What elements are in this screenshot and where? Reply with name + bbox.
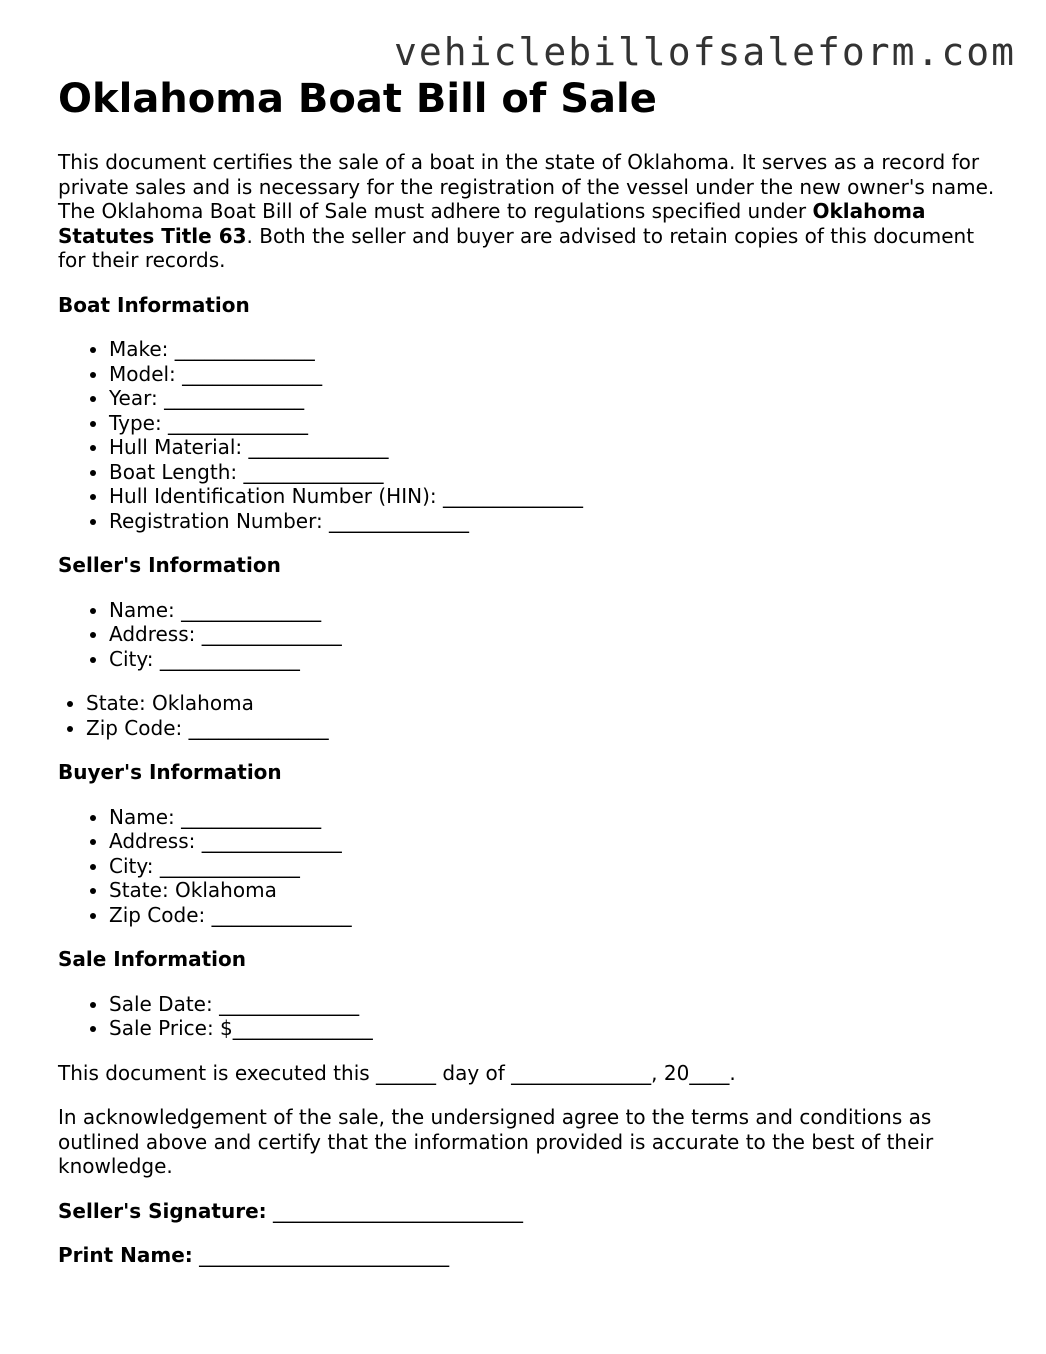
boat-year-field: • Year: ______________: [109, 386, 998, 411]
statute-reference: Oklahoma Statutes Title 63: [58, 199, 926, 248]
hin-field: • Hull Identification Number (HIN): ______________: [109, 484, 998, 509]
print-name-label: Print Name:: [58, 1243, 193, 1267]
boat-model-field: • Model: ______________: [109, 362, 998, 387]
sale-date-field: • Sale Date: ______________: [109, 992, 998, 1017]
acknowledgement-paragraph: In acknowledgement of the sale, the undersigned agree to the terms and conditions as outlined above and certify that the information provided is accurate to the best of their knowledge.: [58, 1105, 934, 1178]
buyer-state-field: • State: Oklahoma: [109, 878, 998, 903]
seller-address-field: • Address: ______________: [109, 622, 998, 647]
registration-number-field: • Registration Number: ______________: [109, 509, 998, 534]
print-name-line: [58, 1243, 998, 1268]
buyer-info-heading: Buyer's Information: [58, 760, 282, 784]
seller-zip-field: • Zip Code: ______________: [86, 716, 998, 741]
page-title: Oklahoma Boat Bill of Sale: [58, 76, 657, 122]
seller-info-heading: Seller's Information: [58, 553, 281, 577]
seller-signature-line: [58, 1199, 998, 1224]
sale-price-field: • Sale Price: $______________: [109, 1016, 998, 1041]
boat-type-field: • Type: ______________: [109, 411, 998, 436]
sale-info-heading: Sale Information: [58, 947, 246, 971]
seller-info-list: [58, 598, 998, 672]
buyer-info-list: [58, 805, 998, 928]
document-page: [58, 74, 998, 1288]
buyer-name-field: • Name: ______________: [109, 805, 998, 830]
buyer-address-field: • Address: ______________: [109, 829, 998, 854]
watermark-logo: vehiclebillofsaleform.com: [394, 30, 1016, 74]
buyer-city-field: • City: ______________: [109, 854, 998, 879]
seller-signature-label: Seller's Signature:: [58, 1198, 267, 1223]
buyer-zip-field: • Zip Code: ______________: [109, 903, 998, 928]
seller-name-field: • Name: ______________: [109, 598, 998, 623]
boat-length-field: • Boat Length: ______________: [109, 460, 998, 485]
boat-info-list: [58, 337, 998, 533]
execution-statement: This document is executed this ______ day of ______________, 20____.: [58, 1060, 736, 1085]
seller-state-field: • State: Oklahoma: [86, 691, 998, 716]
boat-info-heading: Boat Information: [58, 292, 250, 317]
hull-material-field: • Hull Material: ______________: [109, 435, 998, 460]
print-name-blank: _________________________: [192, 1243, 450, 1267]
seller-city-field: • City: ______________: [109, 647, 998, 672]
intro-text-2: . Both the seller and buyer are advised to retain copies of this document for their records.: [58, 223, 975, 272]
intro-paragraph: [58, 150, 998, 273]
seller-signature-blank: _________________________: [266, 1198, 523, 1223]
seller-info-list-extra: [58, 691, 998, 740]
sale-info-list: [58, 992, 998, 1041]
boat-make-field: • Make: ______________: [109, 337, 998, 362]
intro-text-1: This document certifies the sale of a boat in the state of Oklahoma. It serves as a record for private sales and is necessary for the registration of the vessel under the new owner's name. The Oklahoma Boat Bill of Sale must adhere to regulations specified under: [58, 150, 995, 223]
